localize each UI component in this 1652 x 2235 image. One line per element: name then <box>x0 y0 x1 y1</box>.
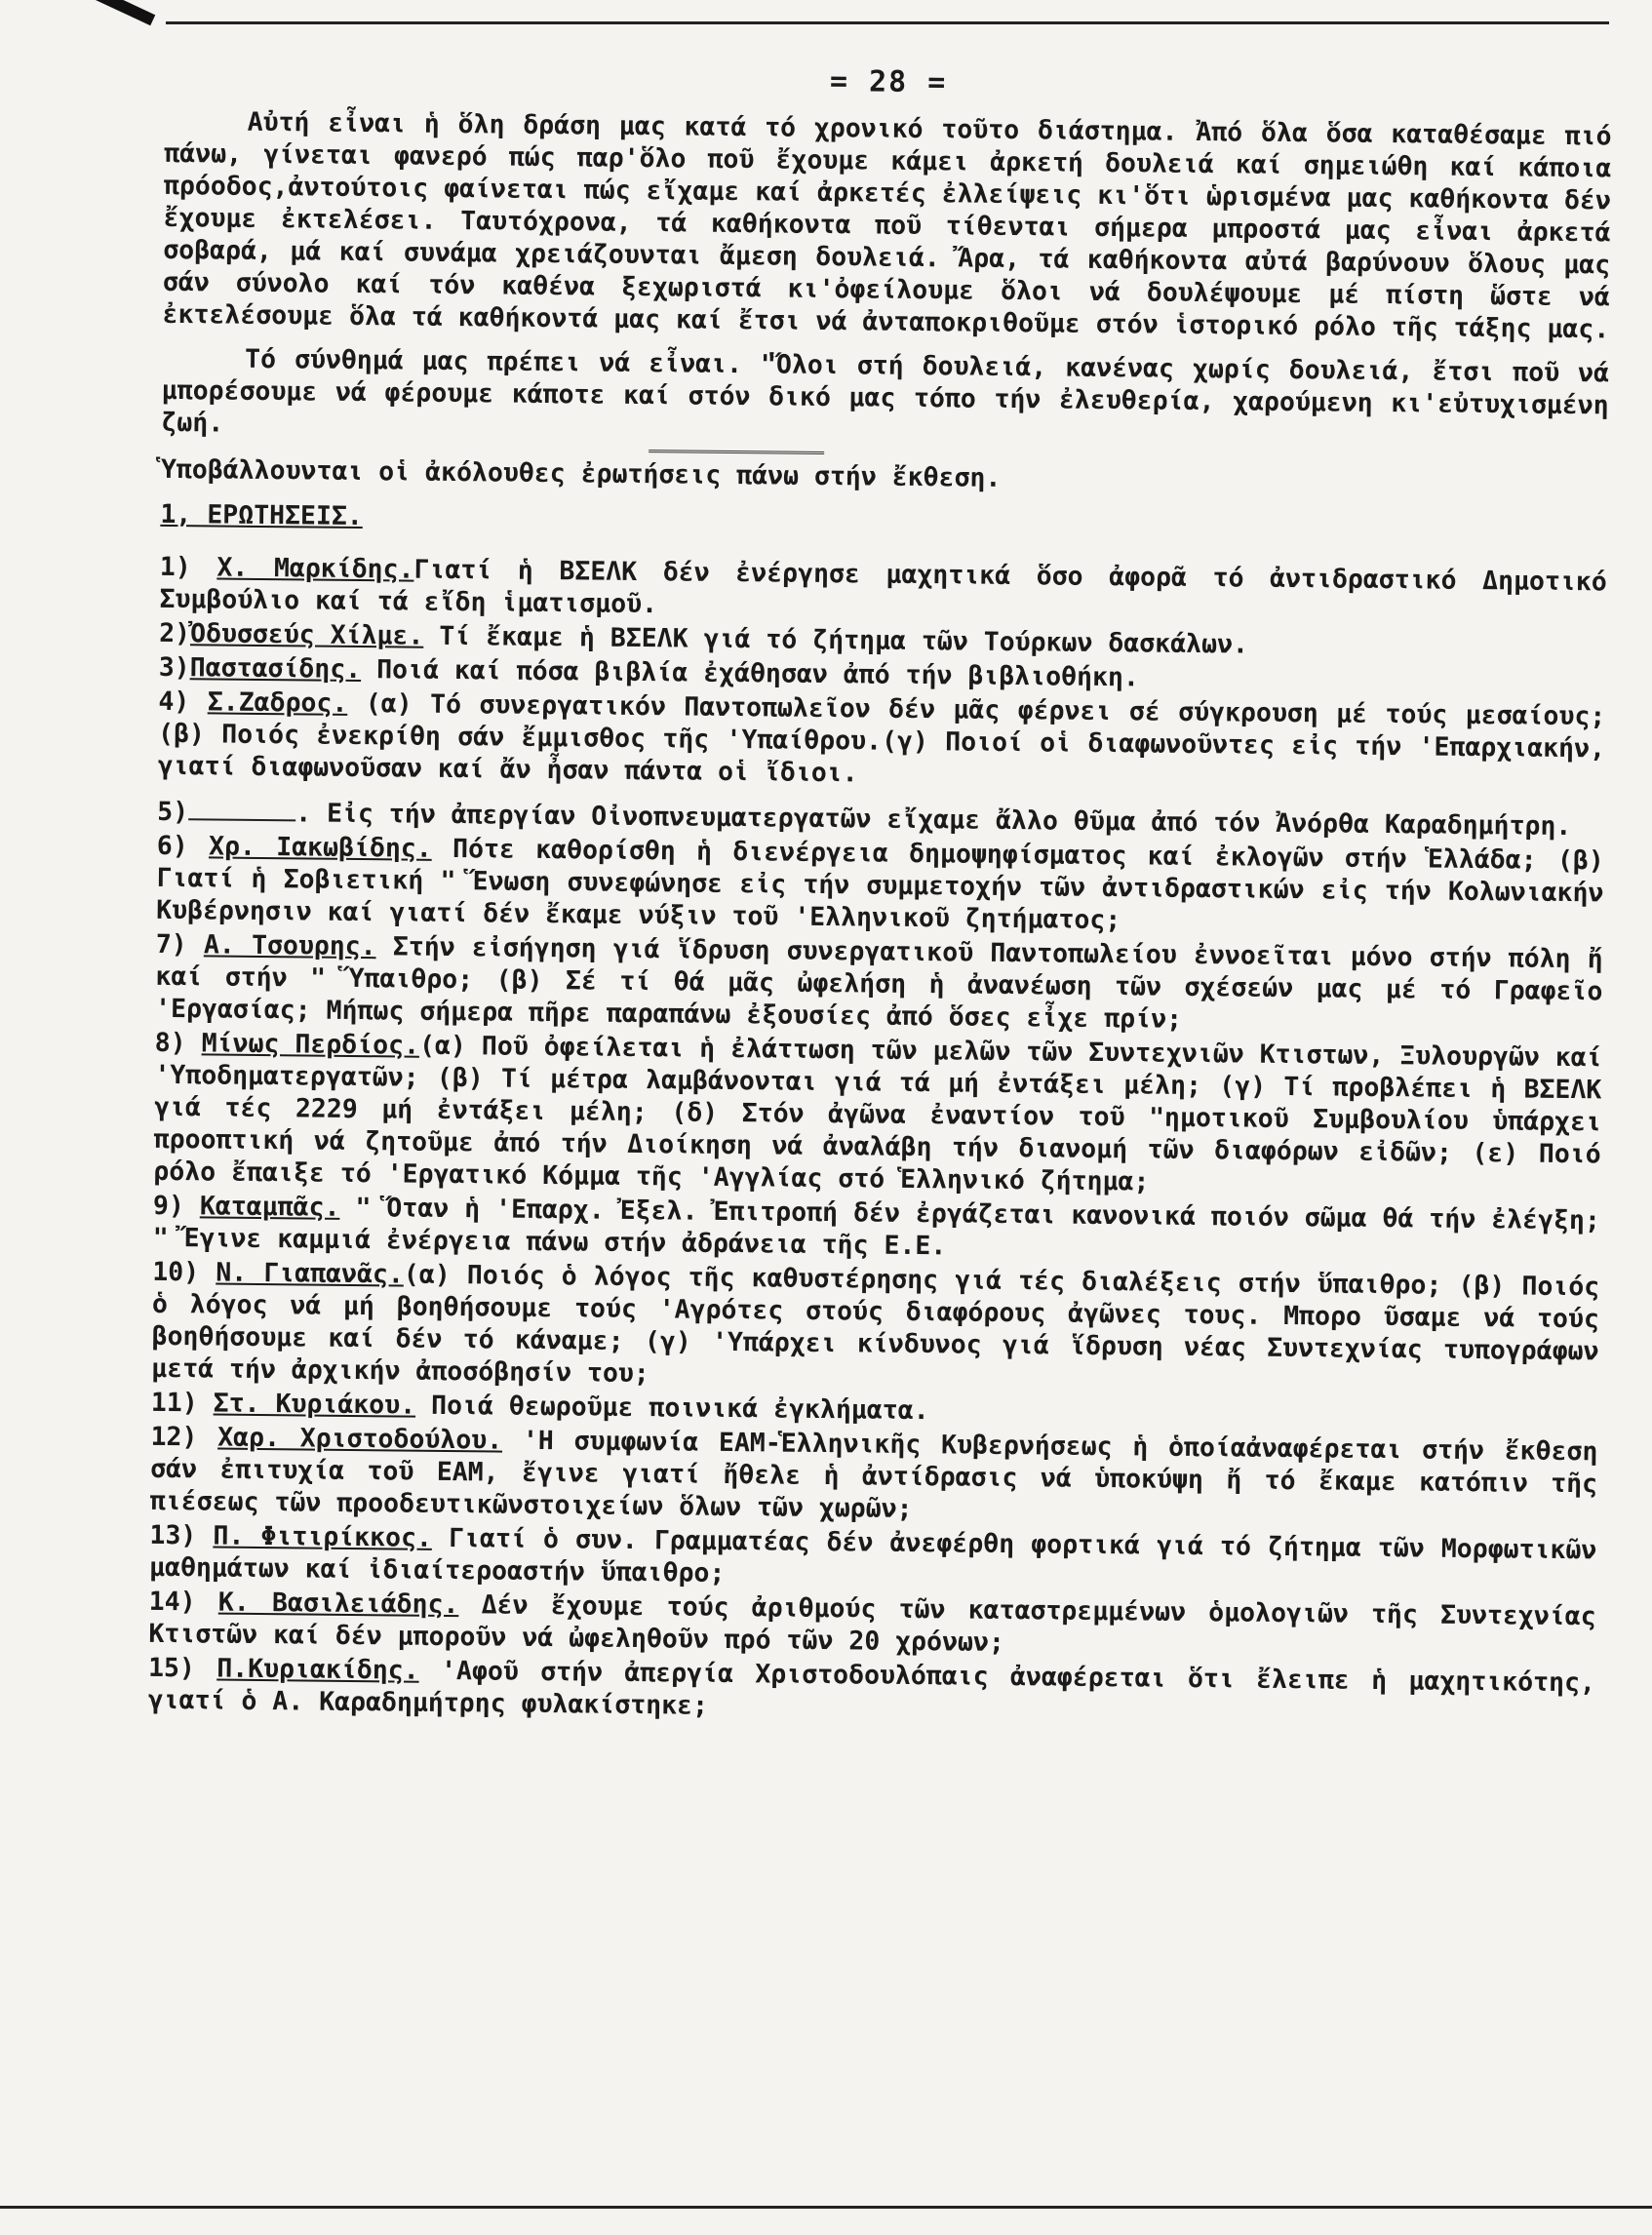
question-number: 2) <box>159 617 191 649</box>
question-number: 14) <box>148 1586 196 1618</box>
question-text: Γιατί ἡ ΒΣΕΛΚ δέν ἐνέργησε μαχητικά ὅσο ἀφορᾶ τό ἀντιδραστικό Δημοτικό Συμβούλιο καί τά εἴδη ἱματισμοῦ. <box>159 554 1607 620</box>
question-number: 1) <box>159 551 191 583</box>
question-number: 15) <box>147 1652 196 1684</box>
question-text: Στήν εἰσήγηση γιά ἵδρυση συνεργατικοῦ Παντοπωλείου ἐννοεῖται μόνο στήν πόλη ἤ καί στήν " Ὕπαιθρο; (β) Σέ τί θά μᾶς ὠφελήση ἡ ἀνανέωση τῶν σχέσεών μας μέ τό Γραφεῖο 'Εργασίας; Μήπως σήμερα πῆρε παραπάνω ἐξουσίες ἀπό ὅσες εἶχε πρίν; <box>154 931 1603 1035</box>
question-author: Χρ. Ιακωβίδης. <box>208 831 432 864</box>
question-item <box>153 1027 1602 1203</box>
question-text: (α) Τό συνεργατικόν Παντοπωλεῖον δέν μᾶς φέρνει σέ σύγκρουση μέ τούς μεσαίους;(β) Ποιός ἐνεκρίθη σάν ἔμμισθος τῆς 'Υπαίθρου.(γ) Ποιοί οἱ διαφωνοῦντες εἰς τήν 'Επαρχιακήν, γιατί διαφωνοῦσαν καί ἄν ἦσαν πάντα οἱ ἴδιοι. <box>157 688 1606 789</box>
question-author: Π.Κυριακίδης. <box>216 1653 419 1686</box>
blank-author-line <box>188 818 295 821</box>
question-text: Δέν ἔχουμε τούς ἀριθμούς τῶν καταστρεμμένων ὁμολογιῶν τῆς Συντεχνίας Κτιστῶν καί δέν μποροῦν νά ὠφεληθοῦν πρό τῶν 20 χρόνων; <box>148 1589 1596 1659</box>
question-text: 'Η συμφωνία ΕΑΜ-Ἑλληνικῆς Κυβερνήσεως ἡ ὁποίαἀναφέρεται στήν ἔκθεση σάν ἐπιτυχία τοῦ ΕΑΜ, ἔγινε γιατί ἤθελε ἡ ἀντίδρασις νά ὑποκύψη ἤ τό ἔκαμε κατόπιν τῆς πιέσεως τῶν προοδευτικῶνστοιχείων ὅλων τῶν χωρῶν; <box>149 1425 1598 1525</box>
question-number: 3) <box>158 651 190 684</box>
question-item <box>156 830 1604 942</box>
question-number: 7) <box>155 928 187 961</box>
question-number: 12) <box>150 1421 198 1453</box>
question-author: Χ. Μαρκίδης. <box>216 552 414 585</box>
motto-paragraph: Τό σύνθημά μας πρέπει νά εἶναι. "Ὅλοι στή δουλειά, κανένας χωρίς δουλειά, ἔτσι ποῦ νά μπορέσουμε νά φέρουμε κάποτε καί στόν δικό μας τόπο τήν ἐλευθερία, χαρούμενη κι'εὐτυχισμένη ζωή. <box>161 343 1610 439</box>
question-author: Παστασίδης. <box>189 652 362 686</box>
question-text: Ποιά θεωροῦμε ποινικά ἐγκλήματα. <box>430 1390 929 1427</box>
question-text: Ποιά καί πόσα βιβλία ἐχάθησαν ἀπό τήν βιβλιοθήκη. <box>376 654 1140 693</box>
intro-paragraph: Αὐτή εἶναι ἡ ὅλη δράση μας κατά τό χρονικό τοῦτο διάστημα. Ἀπό ὅλα ὅσα καταθέσαμε πιό πάνω, γίνεται φανερό πώς παρ'ὅλο ποῦ ἔχουμε κάμει ἀρκετή δουλειά καί σημειώθη καί κάποια πρόοδος,ἀντούτοις φαίνεται πώς εἴχαμε καί ἀρκετές ἐλλείψεις κι'ὅτι ὡρισμένα μας καθήκοντα δέν ἔχουμε ἐκτελέσει. Ταυτόχρονα, τά καθήκοντα ποῦ τίθενται σήμερα μπροστά μας εἶναι ἀρκετά σοβαρά, μά καί συνάμα χρειάζουνται ἄμεση δουλειά. Ἄρα, τά καθήκοντα αὐτά βαρύνουν ὅλους μας σάν σύνολο καί τόν καθένα ξεχωριστά κι'ὀφείλουμε ὅλοι νά δουλέψουμε μέ πίστη ὥστε νά ἐκτελέσουμε ὅλα τά καθήκοντά μας καί ἔτσι νά ἀνταποκριθοῦμε στόν ἱστορικό ρόλο τῆς τάξης μας. <box>162 106 1612 345</box>
question-number: 9) <box>152 1190 185 1222</box>
bottom-rule <box>0 2206 1652 2209</box>
question-item <box>152 1190 1600 1270</box>
question-number: 4) <box>158 686 190 718</box>
question-item <box>159 551 1607 631</box>
question-text: . Εἰς τήν ἀπεργίαν Οἰνοπνευματεργατῶν εἴχαμε ἄλλο θῦμα ἀπό τόν Ἀνόρθα Καραδημήτρη. <box>295 798 1572 843</box>
question-number: 6) <box>156 830 188 862</box>
question-author: Σ.Ζαδρος. <box>207 686 348 719</box>
question-item <box>149 1519 1597 1599</box>
submitted-line: Ὑποβάλλουνται οἱ ἀκόλουθες ἐρωτήσεις πάνω στήν ἔκθεση. <box>160 453 1002 493</box>
question-text: Πότε καθορίσθη ἡ διενέργεια δημοψηφίσματος καί ἐκλογῶν στήν Ἑλλάδα; (β) Γιατί ἡ Σοβιετική " Ἕνωση συνεφώνησε εἰς τήν συμμετοχήν τῶν ἀντιδραστικών εἰς τήν Κολωνιακήν Κυβέρνησιν καί γιατί δέν ἔκαμε νύξιν τοῦ 'Ελληνικοῦ ζητήματος; <box>156 834 1604 936</box>
question-author: Καταμπᾶς. <box>199 1191 340 1223</box>
question-author: Χαρ. Χριστοδούλου. <box>217 1422 503 1456</box>
question-item <box>158 686 1606 798</box>
question-author: Κ. Βασιλειάδης. <box>217 1587 459 1621</box>
page-number: = 28 = <box>829 64 948 100</box>
question-item <box>155 928 1603 1040</box>
question-number: 5) <box>157 796 189 828</box>
question-author: Ὀδυσσεύς Χίλμε. <box>189 618 424 651</box>
question-author: Μίνως Περδίος. <box>201 1028 420 1061</box>
question-author: Α. Τσουρης. <box>203 929 376 962</box>
question-number: 11) <box>150 1387 198 1419</box>
question-item <box>151 1256 1599 1400</box>
question-text: " Ὅταν ἡ 'Επαρχ. Ἐξελ. Ἐπιτροπή δέν ἐργάζεται κανονικά ποιόν σῶμα θά τήν ἐλέγξη; " Ἔγινε καμμιά ἐνέργεια πάνω στήν ἀδράνεια τῆς Ε.Ε. <box>152 1193 1601 1262</box>
question-text: Γιατί ὁ συν. Γραμματέας δέν ἀνεφέρθη φορτικά γιά τό ζήτημα τῶν Μορφωτικῶν μαθημάτων καί ἰδιαίτεροαστήν ὕπαιθρο; <box>148 1523 1597 1589</box>
question-number: 8) <box>154 1027 186 1059</box>
questions-heading: 1, ΕΡΩΤΗΣΕΙΣ. <box>160 498 364 532</box>
question-number: 13) <box>149 1519 197 1551</box>
question-text: (α) Ποιός ὁ λόγος τῆς καθυστέρησης γιά τές διαλέξεις στήν ὕπαιθρο; (β) Ποιός ὁ λόγος νά μή βοηθήσουμε τούς 'Αγρότες στούς διαφόρους ἀγῶνες τους. Μπορο ῦσαμε νά τούς βοηθήσουμε καί δέν τό κάναμε; (γ) 'Υπάρχει κίνδυνος γιά ἵδρυση νέας Συντεχνίας τυπογράφων μετά τήν ἀρχικήν ἀποσόβησίν του; <box>151 1259 1600 1390</box>
question-text: Τί ἔκαμε ἡ ΒΣΕΛΚ γιά τό ζήτημα τῶν Τούρκων δασκάλων. <box>439 620 1249 660</box>
question-author: Π. Φιτιρίκκος. <box>213 1520 433 1553</box>
question-author: Ν. Γιαπανᾶς. <box>216 1257 405 1290</box>
question-author: Στ. Κυριάκου. <box>213 1388 416 1421</box>
question-item <box>148 1586 1596 1666</box>
question-item <box>148 1652 1596 1732</box>
separator-line <box>649 450 824 454</box>
question-text: 'Αφοῦ στήν ἀπεργία Χριστοδουλόπαις ἀναφέρεται ὅτι ἔλειπε ἡ μαχητικότης, γιατί ὁ Α. Καραδημήτρης φυλακίστηκε; <box>147 1655 1596 1721</box>
question-text: (α) Ποῦ ὀφείλεται ἡ ἐλάττωση τῶν μελῶν τῶν Συντεχνιῶν Κτιστων, Ξυλουργῶν καί 'Υποδηματεργατῶν; (β) Τί μέτρα λαμβάνονται γιά τά μή ἐντάξει μέλη; (γ) Τί προβλέπει ἡ ΒΣΕΛΚ γιά τές 2229 μή ἐντάξει μέλη; (δ) Στόν ἀγῶνα ἐναντίον τοῦ "ημοτικοῦ Συμβουλίου ὑπάρχει προοπτική νά ζητοῦμε ἀπό τήν Διοίκηση νά ἀναλάβη τήν διανομή τῶν διαφόρων εἰδῶν; (ε) Ποιό ρόλο ἔπαιξε τό 'Εργατικό Κόμμα τῆς 'Αγγλίας στό Ἑλληνικό ζήτημα; <box>153 1030 1602 1197</box>
question-number: 10) <box>152 1256 200 1288</box>
question-item <box>150 1421 1598 1533</box>
questions-list <box>148 551 1607 1731</box>
